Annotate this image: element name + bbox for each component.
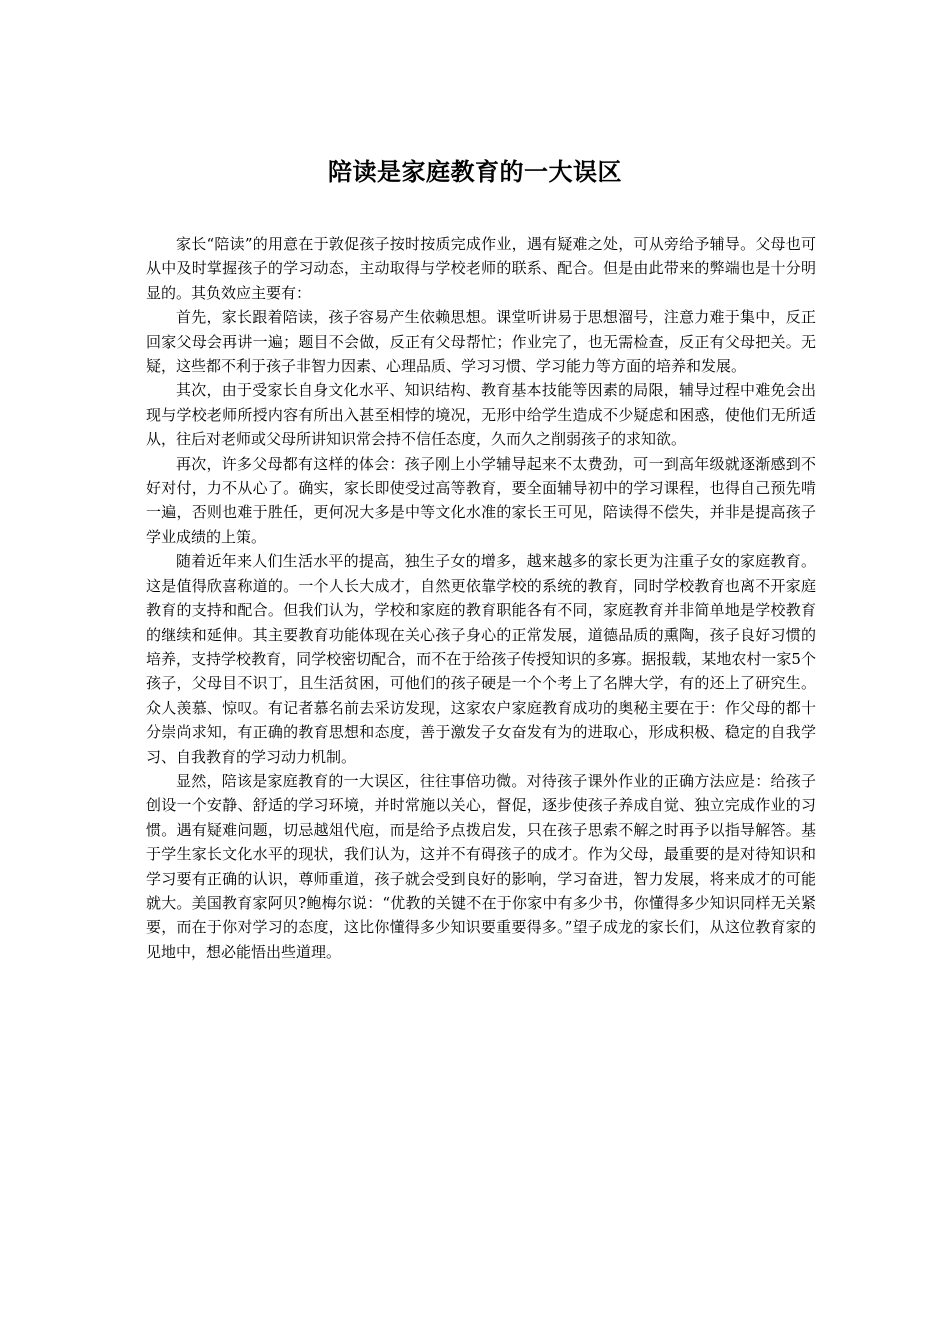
paragraph-third-effect: 再次，许多父母都有这样的体会：孩子刚上小学辅导起来不太费劲，可一到高年级就逐渐感到不好对付，力不从心了。确实，家长即使受过高等教育，要全面辅导初中的学习课程，也得自己预先啃一遍，否则也难于胜任，更何况大多是中等文化水准的家长王可见，陪读得不偿失，并非是提高孩子学业成绩的上策。 [146,454,816,546]
document-body [146,232,816,964]
document-title: 陪读是家庭教育的一大误区 [328,158,622,186]
paragraph-first-effect: 首先，家长跟着陪读，孩子容易产生依赖思想。课堂听讲易于思想溜号，注意力难于集中，反正回家父母会再讲一遍；题目不会做，反正有父母帮忙；作业完了，也无需检查，反正有父母把关。无疑，这些都不利于孩子非智力因素、心理品质、学习习惯、学习能力等方面的培养和发展。 [146,308,816,376]
paragraph-intro: 家长“陪读”的用意在于敦促孩子按时按质完成作业，遇有疑难之处，可从旁给予辅导。父母也可从中及时掌握孩子的学习动态，主动取得与学校老师的联系、配合。但是由此带来的弊端也是十分明显的。其负效应主要有： [146,235,816,302]
paragraph-family-education: 随着近年来人们生活水平的提高，独生子女的增多，越来越多的家长更为注重子女的家庭教育。这是值得欣喜称道的。一个人长大成才，自然更依靠学校的系统的教育，同时学校教育也离不开家庭教育的支持和配合。但我们认为，学校和家庭的教育职能各有不同，家庭教育并非简单地是学校教育的继续和延伸。其主要教育功能体现在关心孩子身心的正常发展，道德品质的熏陶，孩子良好习惯的培养，支持学校教育，同学校密切配合，而不在于给孩子传授知识的多寡。据报载，某地农村一家5个孩子，父母目不识丁，且生活贫困，可他们的孩子硬是一个个考上了名牌大学，有的还上了研究生。众人羡慕、惊叹。有记者慕名前去采访发现，这家农户家庭教育成功的奥秘主要在于：作父母的都十分崇尚求知，有正确的教育思想和态度，善于激发子女奋发有为的进取心，形成积极、稳定的自我学习、自我教育的学习动力机制。 [146,552,816,766]
paragraph-second-effect: 其次，由于受家长自身文化水平、知识结构、教育基本技能等因素的局限，辅导过程中难免会出现与学校老师所授内容有所出入甚至相悖的境况，无形中给学生造成不少疑虑和困惑，使他们无所适从，往后对老师或父母所讲知识常会持不信任态度，久而久之削弱孩子的求知欲。 [146,381,816,449]
paragraph-conclusion: 显然，陪该是家庭教育的一大误区，往往事倍功微。对待孩子课外作业的正确方法应是：给孩子创设一个安静、舒适的学习环境，并时常施以关心，督促，逐步使孩子养成自觉、独立完成作业的习惯。遇有疑难问题，切忌越俎代庖，而是给予点拨启发，只在孩子思索不解之时再予以指导解答。基于学生家长文化水平的现状，我们认为，这并不有碍孩子的成才。作为父母，最重要的是对待知识和学习要有正确的认识，尊师重道，孩子就会受到良好的影响，学习奋进，智力发展，将来成才的可能就大。美国教育家阿贝?鲍梅尔说：“优教的关键不在于你家中有多少书，你懂得多少知识同样无关紧要，而在于你对学习的态度，这比你懂得多少知识要重要得多。”望子成龙的家长们，从这位教育家的见地中，想必能悟出些道理。 [146,771,816,961]
